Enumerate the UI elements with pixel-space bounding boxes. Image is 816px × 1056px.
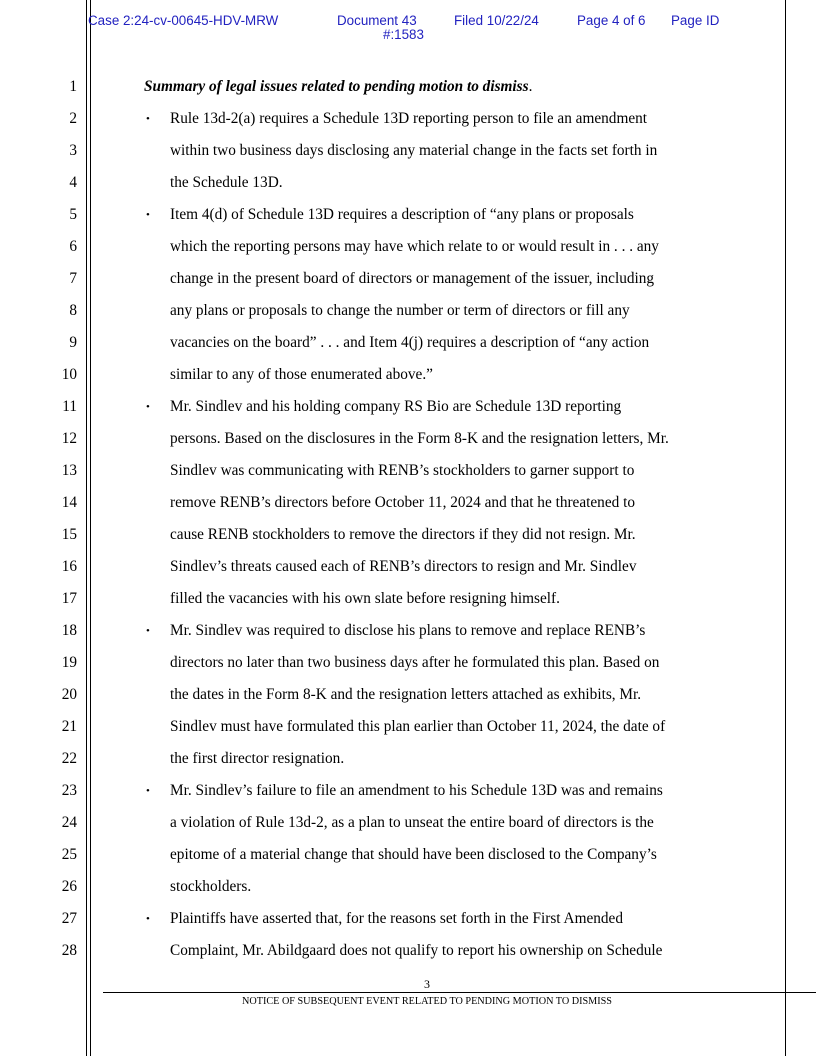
- paragraph-line: any plans or proposals to change the number or term of directors or fill any: [170, 302, 630, 319]
- filed-date: Filed 10/22/24: [454, 13, 539, 28]
- paragraph-line: Mr. Sindlev was required to disclose his plans to remove and replace RENB’s: [170, 622, 646, 639]
- bullet-icon: •: [146, 625, 150, 637]
- footer-title: NOTICE OF SUBSEQUENT EVENT RELATED TO PENDING MOTION TO DISMISS: [242, 996, 612, 1007]
- line-number: 26: [61, 878, 77, 895]
- line-number: 5: [69, 206, 77, 223]
- section-heading: [144, 78, 532, 96]
- line-number: 7: [69, 270, 77, 287]
- bullet-icon: •: [146, 113, 150, 125]
- line-number: 9: [69, 334, 77, 351]
- line-number: 3: [69, 142, 77, 159]
- paragraph-line: directors no later than two business days after he formulated this plan. Based on: [170, 654, 660, 671]
- line-number: 28: [61, 942, 77, 959]
- line-number: 20: [61, 686, 77, 703]
- footer-rule: [103, 992, 816, 993]
- line-number: 2: [69, 110, 77, 127]
- bullet-icon: •: [146, 209, 150, 221]
- bullet-icon: •: [146, 401, 150, 413]
- paragraph-line: Sindlev was communicating with RENB’s stockholders to garner support to: [170, 462, 635, 479]
- paragraph-line: Sindlev must have formulated this plan earlier than October 11, 2024, the date of: [170, 718, 666, 735]
- left-margin-rule-inner: [90, 0, 91, 1056]
- paragraph-line: persons. Based on the disclosures in the Form 8-K and the resignation letters, Mr.: [170, 430, 669, 447]
- paragraph-line: remove RENB’s directors before October 11, 2024 and that he threatened to: [170, 494, 635, 511]
- paragraph-line: change in the present board of directors or management of the issuer, including: [170, 270, 655, 287]
- left-margin-rule-outer: [86, 0, 87, 1056]
- line-number: 16: [61, 558, 77, 575]
- line-number: 22: [61, 750, 77, 767]
- line-number: 8: [69, 302, 77, 319]
- paragraph-line: filled the vacancies with his own slate before resigning himself.: [170, 590, 560, 607]
- paragraph-line: Mr. Sindlev’s failure to file an amendment to his Schedule 13D was and remains: [170, 782, 663, 799]
- paragraph-line: Mr. Sindlev and his holding company RS Bio are Schedule 13D reporting: [170, 398, 622, 415]
- line-number: 27: [61, 910, 77, 927]
- paragraph-line: the Schedule 13D.: [170, 174, 283, 191]
- line-number: 15: [61, 526, 77, 543]
- line-number: 14: [61, 494, 77, 511]
- page-of: Page 4 of 6: [577, 13, 646, 28]
- paragraph-line: the dates in the Form 8-K and the resignation letters attached as exhibits, Mr.: [170, 686, 642, 703]
- line-number: 23: [61, 782, 77, 799]
- line-number: 11: [62, 398, 77, 415]
- paragraph-line: Complaint, Mr. Abildgaard does not qualify to report his ownership on Schedule: [170, 942, 663, 959]
- line-number: 13: [61, 462, 77, 479]
- case-number: Case 2:24-cv-00645-HDV-MRW: [88, 13, 279, 28]
- paragraph-line: Sindlev’s threats caused each of RENB’s directors to resign and Mr. Sindlev: [170, 558, 637, 575]
- paragraph-line: Rule 13d-2(a) requires a Schedule 13D reporting person to file an amendment: [170, 110, 648, 127]
- page-id-value: #:1583: [383, 27, 424, 42]
- paragraph-line: stockholders.: [170, 878, 252, 895]
- paragraph-line: which the reporting persons may have which relate to or would result in . . . any: [170, 238, 659, 255]
- paragraph-line: cause RENB stockholders to remove the directors if they did not resign. Mr.: [170, 526, 636, 543]
- paragraph-line: within two business days disclosing any material change in the facts set forth in: [170, 142, 658, 159]
- bullet-icon: •: [146, 785, 150, 797]
- line-number: 10: [61, 366, 77, 383]
- page-number: 3: [424, 977, 430, 991]
- line-number: 24: [61, 814, 77, 831]
- page-id-label: Page ID: [671, 13, 720, 28]
- line-number: 21: [61, 718, 77, 735]
- paragraph-line: the first director resignation.: [170, 750, 345, 767]
- line-number: 6: [69, 238, 77, 255]
- paragraph-line: Item 4(d) of Schedule 13D requires a description of “any plans or proposals: [170, 206, 634, 223]
- bullet-icon: •: [146, 913, 150, 925]
- paragraph-line: epitome of a material change that should have been disclosed to the Company’s: [170, 846, 657, 863]
- paragraph-line: vacancies on the board” . . . and Item 4(j) requires a description of “any action: [170, 334, 650, 351]
- line-number: 17: [61, 590, 77, 607]
- line-number: 12: [61, 430, 77, 447]
- paragraph-line: similar to any of those enumerated above.”: [170, 366, 433, 383]
- line-number: 18: [61, 622, 77, 639]
- line-number: 19: [61, 654, 77, 671]
- paragraph-line: a violation of Rule 13d-2, as a plan to unseat the entire board of directors is the: [170, 814, 654, 831]
- line-number: 4: [69, 174, 77, 191]
- line-number: 1: [69, 78, 77, 95]
- heading-text: Summary of legal issues related to pending motion to dismiss: [144, 78, 529, 95]
- document-number: Document 43: [337, 13, 417, 28]
- right-margin-rule: [785, 0, 786, 1056]
- line-number: 25: [61, 846, 77, 863]
- heading-punctuation: .: [528, 78, 533, 95]
- paragraph-line: Plaintiffs have asserted that, for the reasons set forth in the First Amended: [170, 910, 623, 927]
